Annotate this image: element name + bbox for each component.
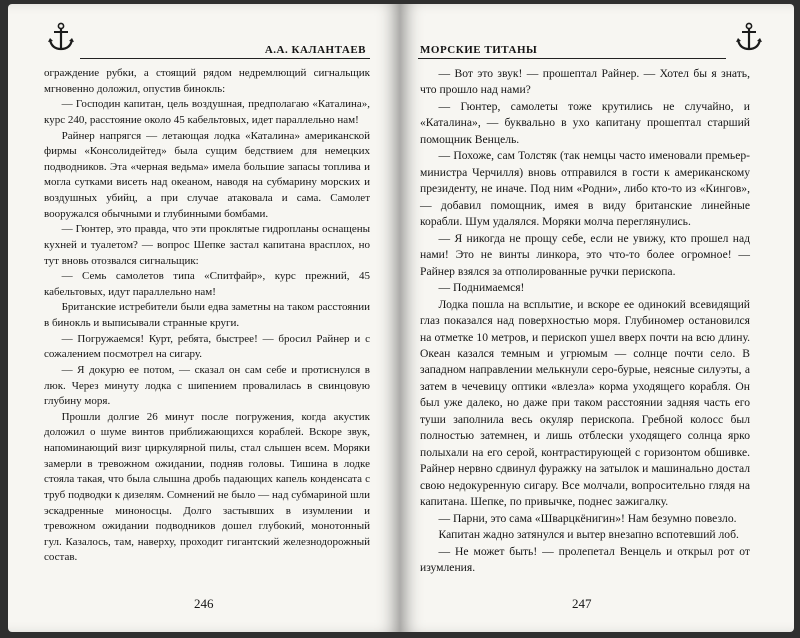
paragraph: Капитан жадно затянулся и вытер внезапно вспотевший лоб. <box>438 528 739 542</box>
paragraph: — Семь самолетов типа «Спитфайр», курс прежний, 45 кабельтовых, идут параллельно нам! <box>44 270 370 298</box>
paragraph: Британские истребители были едва заметны на таком расстоянии в бинокль и выписывали странные круги. <box>44 301 370 329</box>
paragraph: — Гюнтер, это правда, что эти проклятые гидропланы оснащены кухней и туалетом? — вопрос Шепке застал капитана врасплох, но тут вновь отозвался сигнальщик: <box>44 223 370 267</box>
running-head: А.А. КАЛАНТАЕВ <box>264 44 366 56</box>
book-spread <box>8 4 794 634</box>
anchor-icon <box>46 22 76 52</box>
paragraph: — Вот это звук! — прошептал Райнер. — Хотел бы я знать, что прошло над нами? <box>420 67 750 97</box>
page-number: 246 <box>194 596 214 611</box>
page-number: 247 <box>572 596 592 611</box>
paragraph: — Я докурю ее потом, — сказал он сам себе и протиснулся в люк. Через минуту лодка с шипением провалилась в свинцовую глубину моря. <box>44 363 370 408</box>
paragraph: Лодка пошла на всплытие, и вскоре ее одинокий всевидящий глаз показался над поверхностью моря. Глубиномер остановился на отметке 10 метров, и перископ ушел вверх почти на всю длину. Океан казался темным и угрюмым — солнце почти село. В западном направлении мелькнули серо-бурые, неясные силуэты, а затем в чечевицу оптики «влезла» корма уходящего корабля. Он был уже далеко, но даже при таком расстоянии задняя часть его туши заполнила весь окуляр перископа. Гребной колосс был полностью затемнен, и лишь отблески уходящего солнца ярко полыхали на его серой, контрастирующей с горизонтом обшивке. Райнер нервно сдвинул фуражку на затылок и машинально достал свою недокуренную сигару. Все молчали, вопросительно глядя на капитана. Шепке, по привычке, поднес зажигалку. <box>420 297 750 509</box>
left-page <box>8 4 400 632</box>
body-text <box>420 66 750 577</box>
body-text <box>44 66 370 566</box>
paragraph: — Я никогда не прощу себе, если не увижу, кто прошел над нами! Это не винты линкора, это что-то более огромное! — Райнер взялся за отполированные ручки перископа. <box>420 231 750 278</box>
running-head: МОРСКИЕ ТИТАНЫ <box>420 44 538 56</box>
paragraph: — Поднимаемся! <box>438 281 525 295</box>
header-rule <box>80 58 370 59</box>
paragraph: — Господин капитан, цель воздушная, предполагаю «Каталина», курс 240, расстояние около 45 кабельтовых, идет параллельно нам! <box>44 98 370 126</box>
paragraph: Райнер напрягся — летающая лодка «Каталина» американской фирмы «Консолидейтед» была сущим бедствием для немецких подводников. Эта «черная ведьма» имела большие запасы топлива и могла сутками висеть над океаном, наводя на субмарину морских и воздушных убийц, а при случае атаковала и сама. Самолет вооружался обычными и глубинными бомбами. <box>44 129 370 220</box>
paragraph: — Гюнтер, самолеты тоже крутились не случайно, и «Каталина», — буквально в ухо капитану прошептал старший помощник Венцель. <box>420 99 750 146</box>
paragraph: — Похоже, сам Толстяк (так немцы часто именовали премьер-министра Черчилля) вновь отправился в гости к американскому президенту, не иначе. Под ним «Родни», либо кто-то из «Кингов», — добавил помощник, имея в виду британские линейные корабли. Шум удалялся. Моряки молча переглянулись. <box>420 149 750 229</box>
paragraph: Прошли долгие 26 минут после погружения, когда акустик доложил о шуме винтов приближающихся кораблей. Вскоре звук, напоминающий визг циркулярной пилы, стал слышен всем. Моряки замерли в тревожном ожидании, подняв головы. Тишина в лодке стояла такая, что была слышна дробь падающих капель конденсата с труб подводки к дизелям. Сомнений не было — над субмариной шли эскадренные миноносцы. Долго застывших в изумлении и тревожном ожидании подводников дошел глубокий, монотонный гул. Казалось, там, наверху, проходит гигантский железнодорожный состав. <box>44 410 370 564</box>
header-rule <box>418 58 726 59</box>
paragraph: — Не может быть! — пролепетал Венцель и открыл рот от изумления. <box>420 544 750 575</box>
paragraph: — Погружаемся! Курт, ребята, быстрее! — бросил Райнер и с сожалением посмотрел на сигару. <box>44 332 370 361</box>
paragraph: — Парни, это сама «Шварцкёнигин»! Нам безумно повезло. <box>438 511 737 525</box>
right-page <box>400 4 794 632</box>
anchor-icon <box>734 22 764 52</box>
paragraph: ограждение рубки, а стоящий рядом недремлющий сигнальщик мгновенно доложил, опустив бинокль: <box>44 67 370 95</box>
